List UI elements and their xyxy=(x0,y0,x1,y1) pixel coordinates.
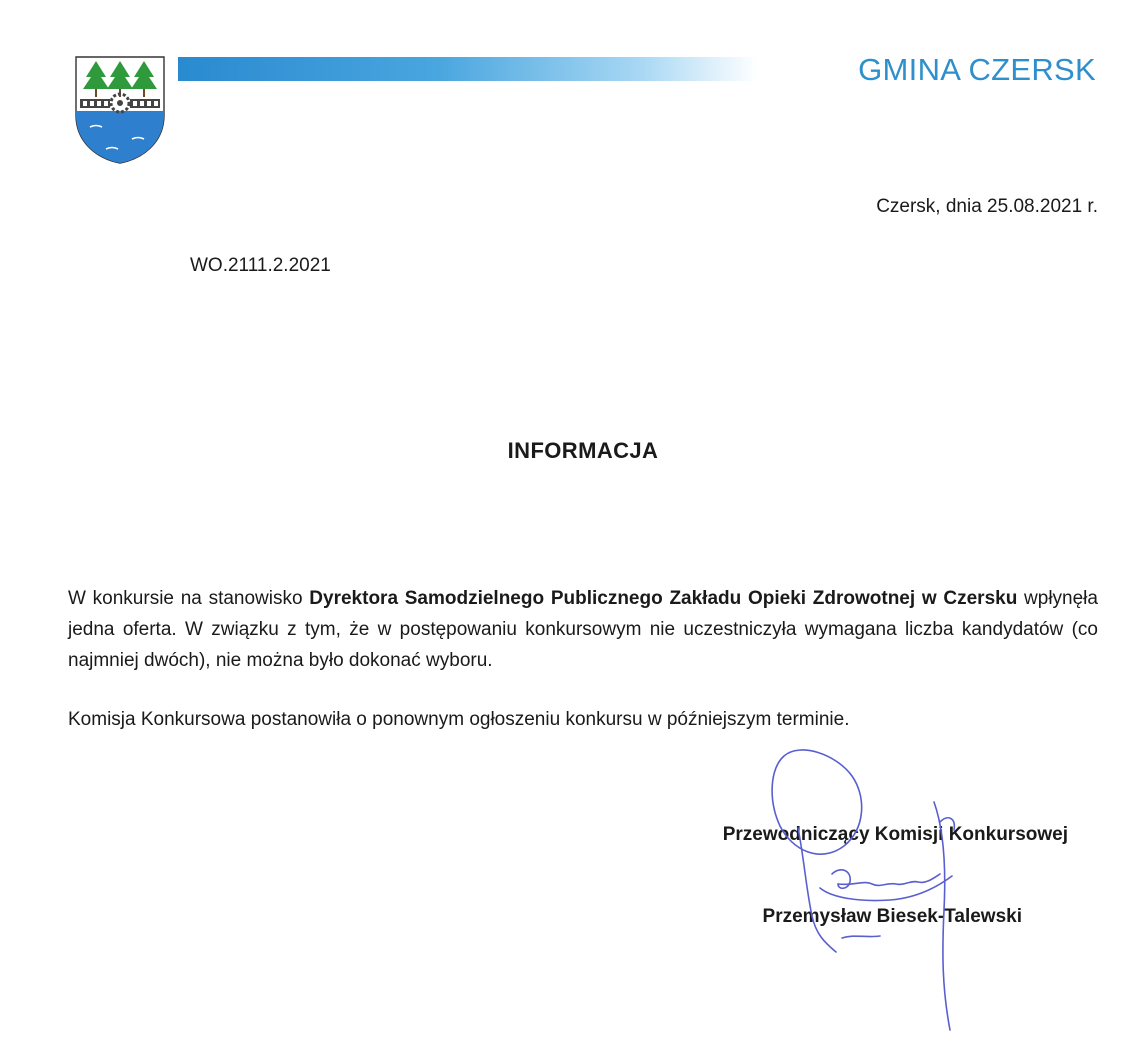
handwritten-signature xyxy=(740,738,990,1038)
position-name: Dyrektora Samodzielnego Publicznego Zakładu Opieki Zdrowotnej w Czersku xyxy=(309,588,1018,609)
place-date: Czersk, dnia 25.08.2021 r. xyxy=(876,196,1098,217)
signer-name: Przemysław Biesek-Talewski xyxy=(762,906,1022,927)
reference-number: WO.2111.2.2021 xyxy=(190,255,331,276)
document-title: INFORMACJA xyxy=(507,438,659,463)
municipality-name: GMINA CZERSK xyxy=(858,52,1096,87)
coat-of-arms-icon xyxy=(72,53,168,165)
paragraph-continuation: wpłynęła jedna oferta. W związku z tym, że w postępowaniu konkursowym nie uczestniczyła wymagana liczba kandydatów (co najmniej dwóch), nie można było dokonać wyboru. xyxy=(68,588,1098,671)
header-gradient-bar xyxy=(178,57,758,81)
body-paragraph-1 xyxy=(68,583,1098,676)
body-paragraph-2: Komisja Konkursowa postanowiła o ponownym ogłoszeniu konkursu w późniejszym terminie. xyxy=(68,709,850,730)
paragraph-intro: W konkursie na stanowisko xyxy=(68,588,310,609)
signer-role: Przewodniczący Komisji Konkursowej xyxy=(722,824,1068,845)
